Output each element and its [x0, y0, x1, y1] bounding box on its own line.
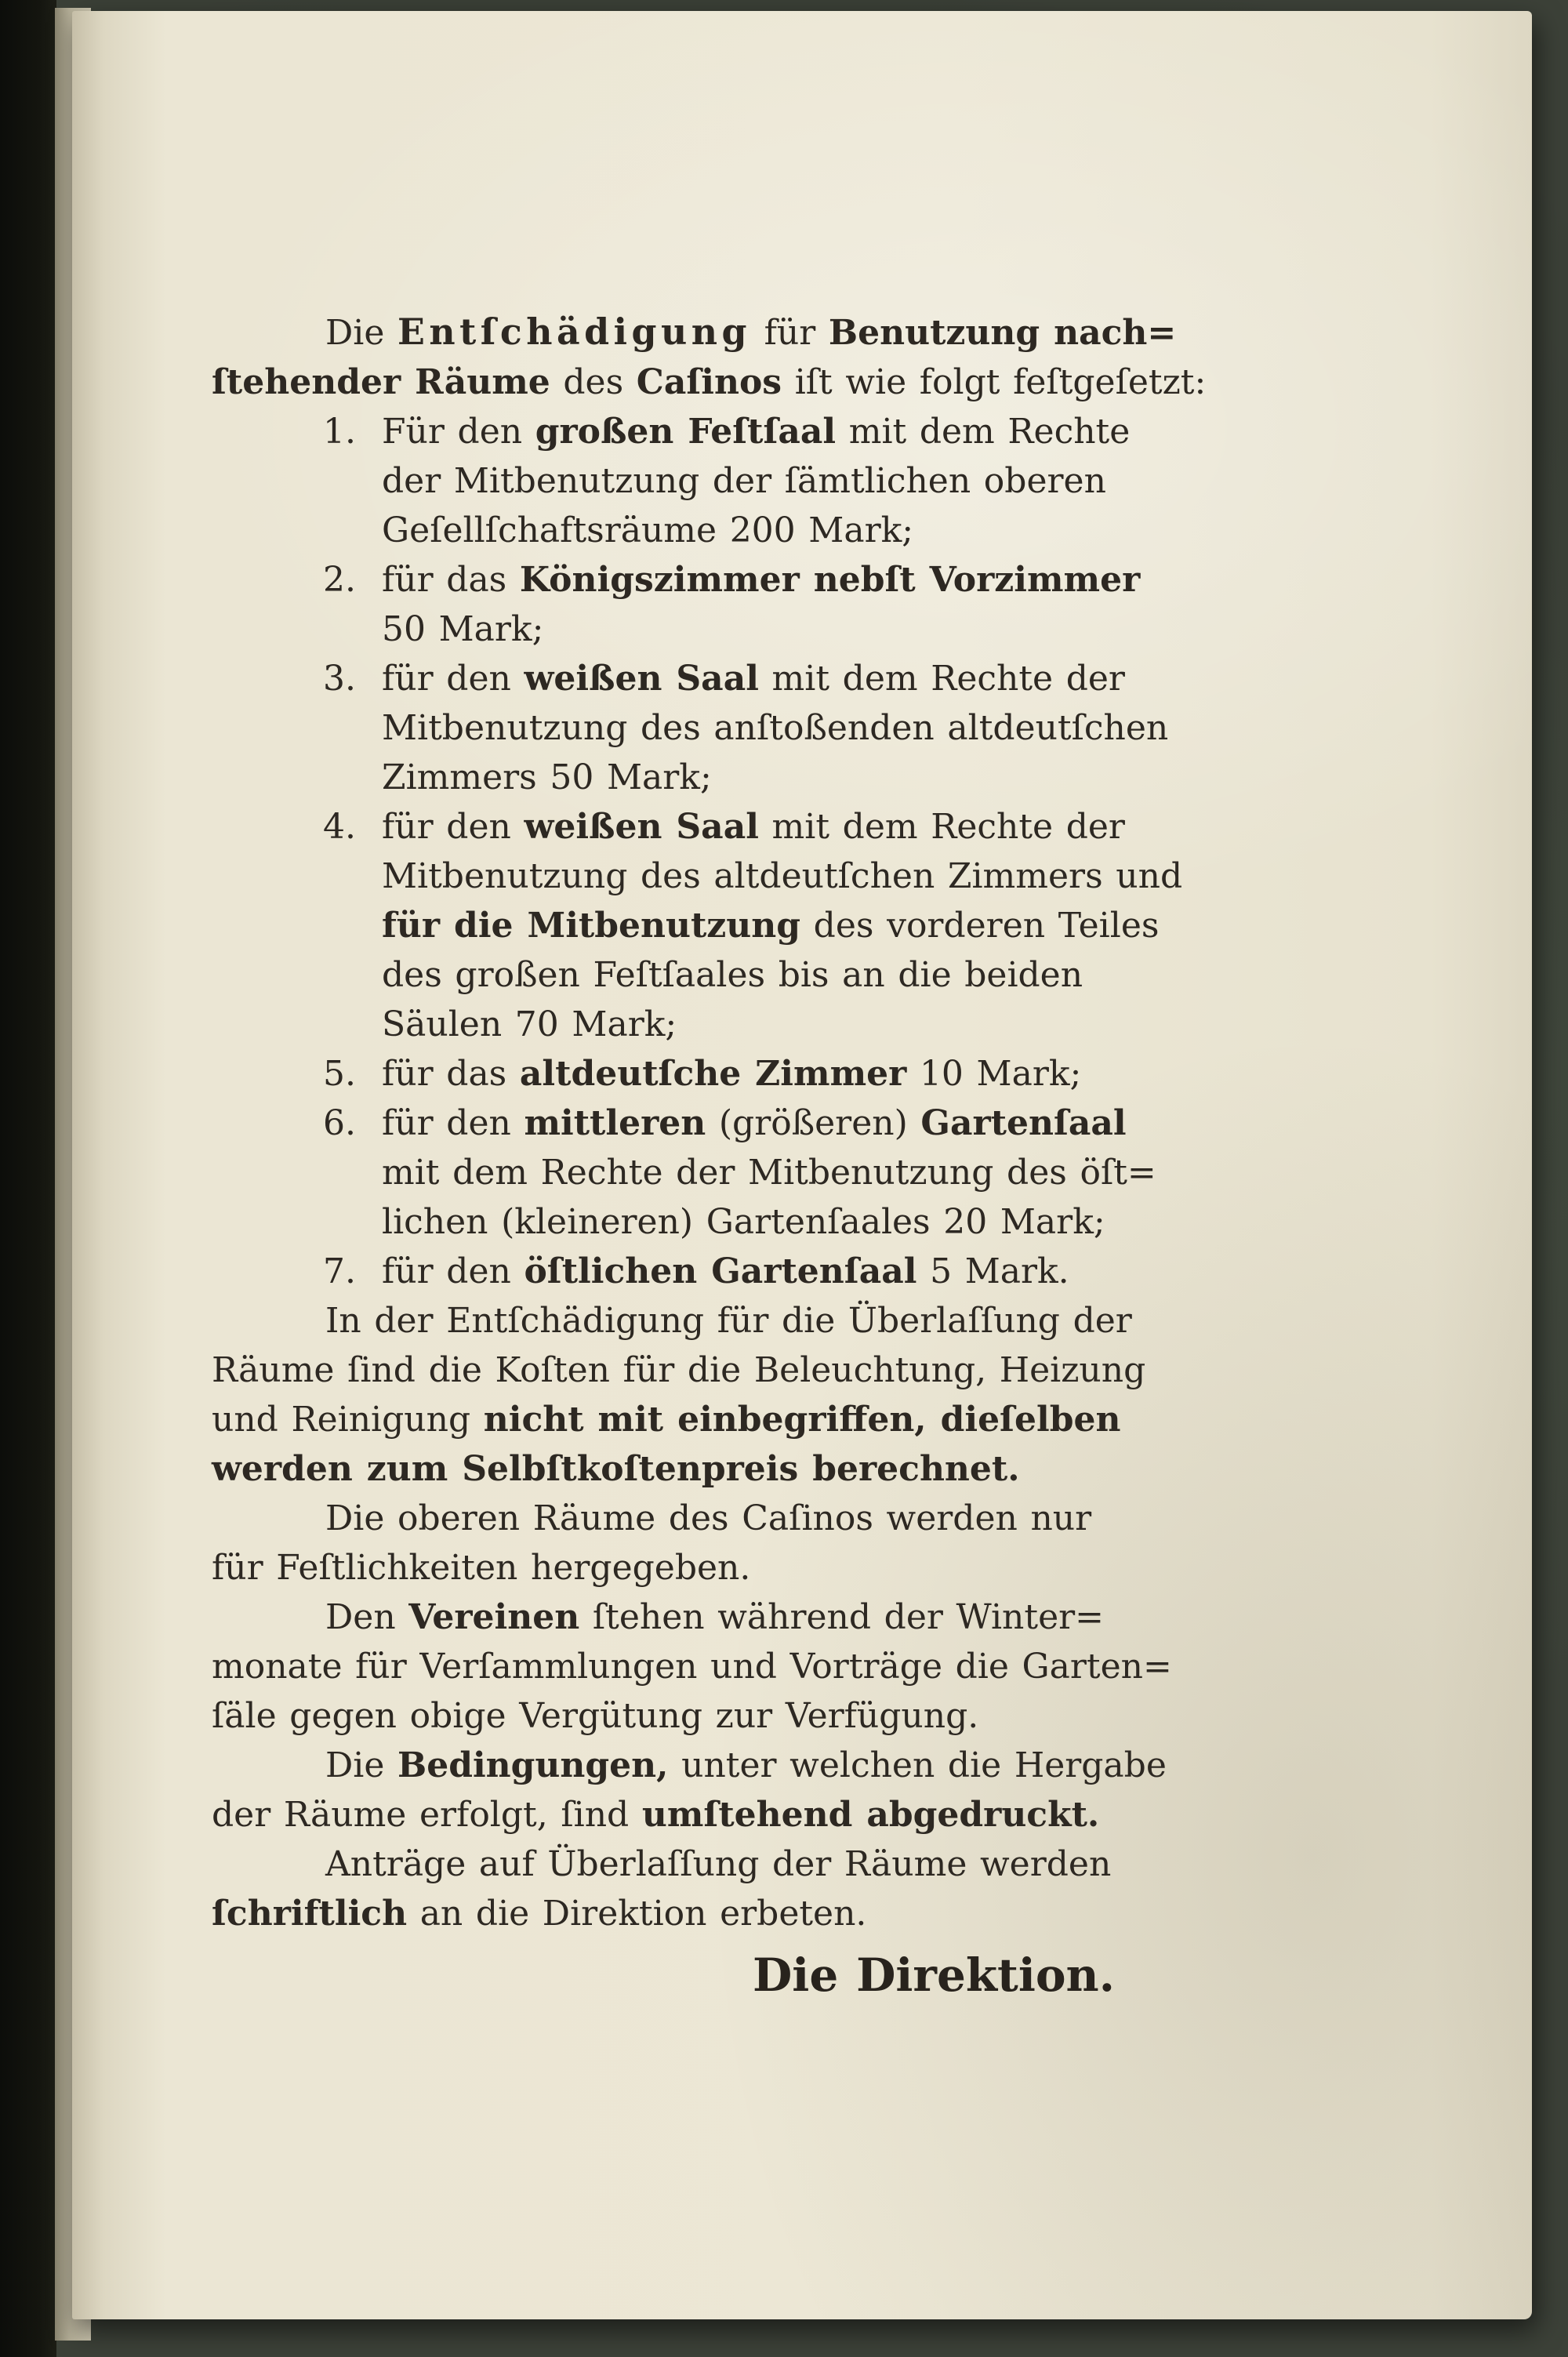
list-item-number: 2. — [323, 560, 356, 600]
paragraph-conditions: Die Bedingungen, unter welchen die Hergabe der Räume erfolgt, ſind umſtehend abgedruckt. — [212, 1745, 1167, 1835]
list-item — [212, 654, 1284, 802]
signature: Die Direktion. — [753, 1948, 1115, 2002]
fee-list — [212, 407, 1284, 1296]
list-item-number: 5. — [323, 1054, 356, 1094]
list-item — [212, 1049, 1284, 1099]
paragraph-clubs-winter: Den Vereinen ſtehen während der Winter= monate für Verſammlungen und Vorträge die Garten= ſäle gegen obige Vergütung zur Verfügung. — [212, 1597, 1172, 1736]
list-item-number: 3. — [323, 659, 356, 699]
list-item — [212, 407, 1284, 555]
list-item-number: 4. — [323, 807, 356, 847]
list-item — [212, 1247, 1284, 1296]
page-text-block — [212, 307, 1284, 2004]
list-item-text: Für den großen Feſtſaal mit dem Rechte der Mitbenutzung der ſämtlichen oberen Geſellſchaftsräume 200 Mark; — [382, 412, 1131, 550]
list-item-number: 1. — [323, 412, 356, 452]
list-item-number: 7. — [323, 1251, 356, 1291]
paragraph-applications: Anträge auf Überlaſſung der Räume werden ſchriftlich an die Direktion erbeten. — [212, 1844, 1112, 1934]
intro-paragraph: Die Entſchädigung für Benutzung nach= ſtehender Räume des Caſinos iſt wie folgt feſtgeſetzt: — [212, 311, 1207, 402]
list-item-text: für das altdeutſche Zimmer 10 Mark; — [382, 1054, 1082, 1094]
list-item-text: für den weißen Saal mit dem Rechte der Mitbenutzung des anſtoßenden altdeutſchen Zimmers 50 Mark; — [382, 659, 1169, 797]
list-item-number: 6. — [323, 1103, 356, 1143]
list-item-text: für den weißen Saal mit dem Rechte der Mitbenutzung des altdeutſchen Zimmers und für die Mitbenutzung des vorderen Teiles des großen Feſtſaales bis an die beiden Säulen 70 Mark; — [382, 807, 1183, 1044]
list-item-text: für den mittleren (größeren) Gartenſaal mit dem Rechte der Mitbenutzung des öſt= lichen (kleineren) Gartenſaales 20 Mark; — [382, 1103, 1156, 1242]
book-spine-edge — [0, 0, 56, 2357]
list-item — [212, 1099, 1284, 1247]
list-item-text: für das Königszimmer nebſt Vorzimmer 50 Mark; — [382, 560, 1141, 649]
paragraph-compensation-note: In der Entſchädigung für die Überlaſſung der Räume ſind die Koſten für die Beleuchtung, Heizung und Reinigung nicht mit einbegriffen, dieſelben werden zum Selbſtkoſtenpreis berechnet. — [212, 1301, 1146, 1489]
document-page — [72, 11, 1532, 2319]
paragraph-upper-rooms: Die oberen Räume des Caſinos werden nur für Feſtlichkeiten hergegeben. — [212, 1498, 1092, 1588]
list-item — [212, 555, 1284, 654]
list-item-text: für den öſtlichen Gartenſaal 5 Mark. — [382, 1251, 1069, 1291]
list-item — [212, 802, 1284, 1049]
